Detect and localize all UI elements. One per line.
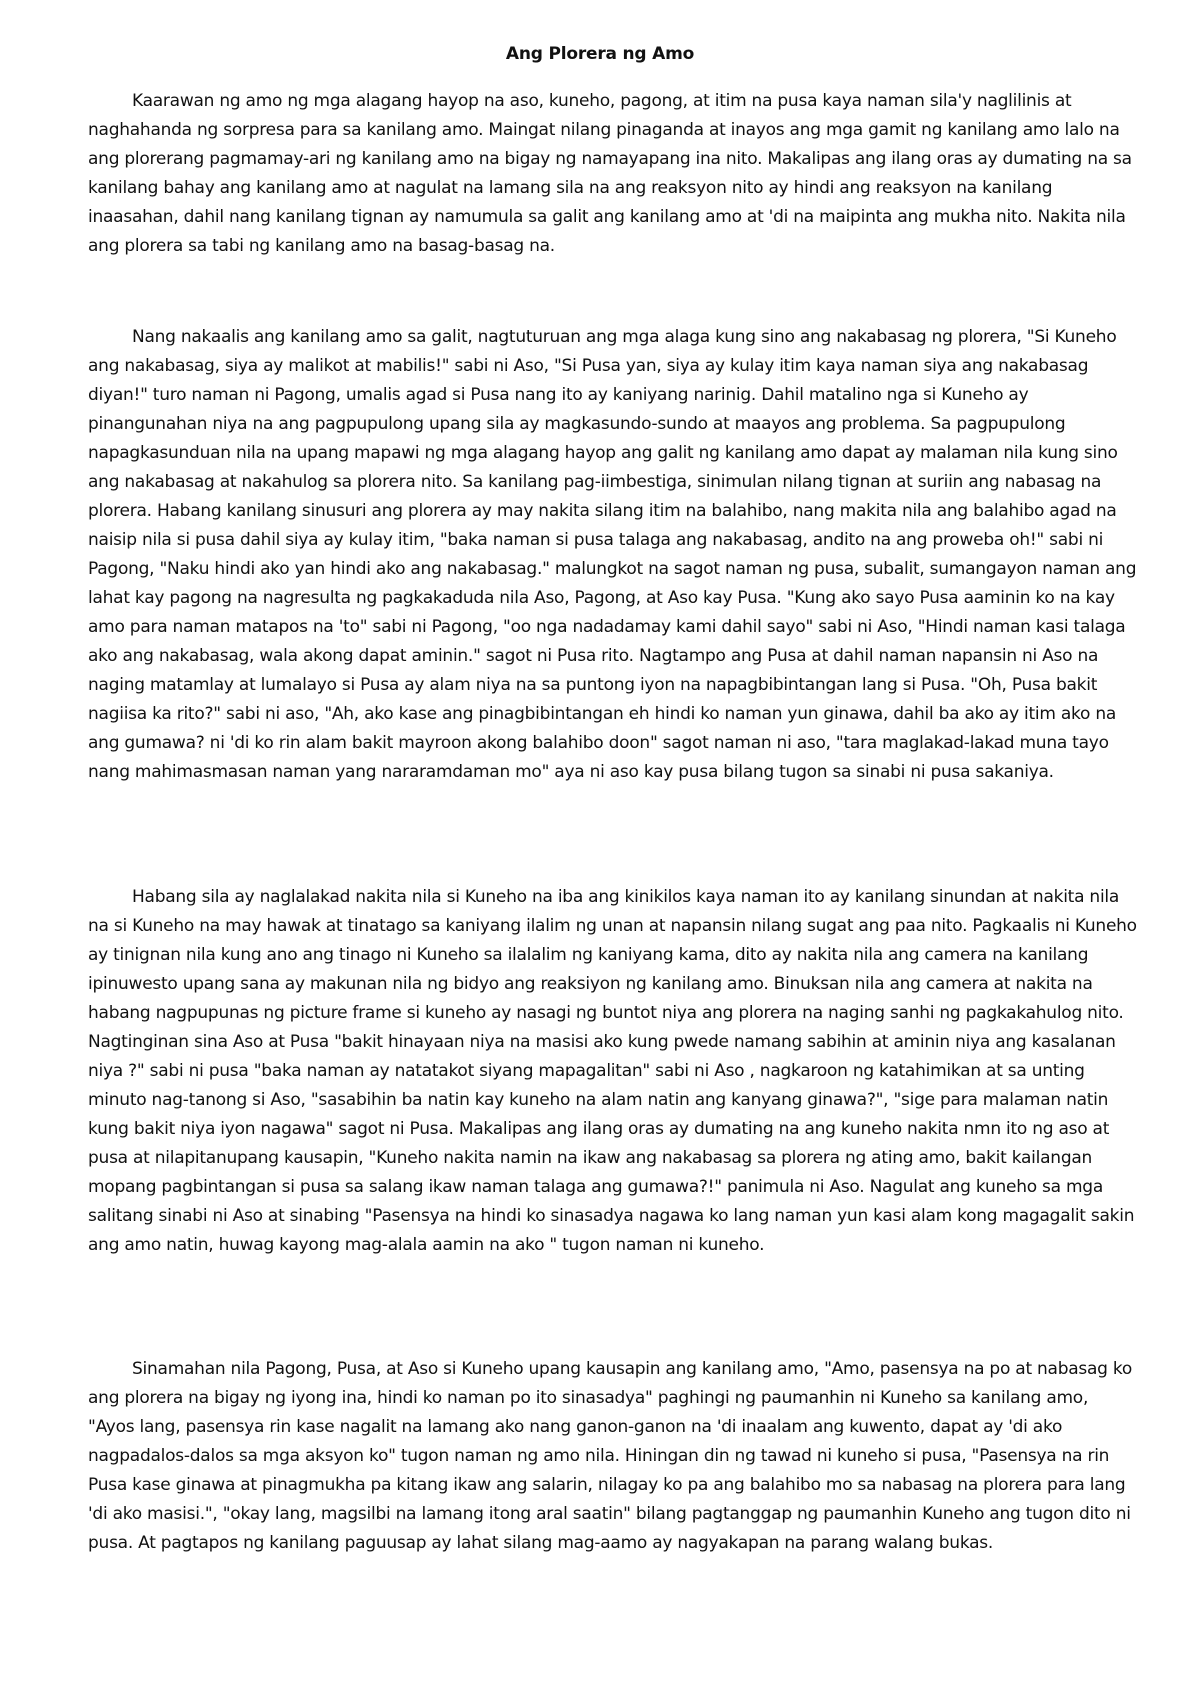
- story-paragraph-3: Habang sila ay naglalakad nakita nila si Kuneho na iba ang kinikilos kaya naman ito ay kanilang sinundan at nakita nila na si Kuneho na may hawak at tinatago sa kaniyang ilalim ng unan at napansin nilang sugat ang paa nito. Pagkaalis ni Kuneho ay tinignan nila kung ano ang tinago ni Kuneho sa ilalalim ng kaniyang kama, dito ay nakita nila ang camera na kanilang ipinuwesto upang sana ay makunan nila ng bidyo ang reaksiyon ng kanilang amo. Binuksan nila ang camera at nakita na habang nagpupunas ng picture frame si kuneho ay nasagi ng buntot niya ang plorera na naging sanhi ng pagkakahulog nito. Nagtinginan sina Aso at Pusa "bakit hinayaan niya na masisi ako kung pwede namang sabihin at aminin niya ang kasalanan niya ?" sabi ni pusa "baka naman ay natatakot siyang mapagalitan" sabi ni Aso , nagkaroon ng katahimikan at sa unting minuto nag-tanong si Aso, "sasabihin ba natin kay kuneho na alam natin ang kanyang ginawa?", "sige para malaman natin kung bakit niya iyon nagawa" sagot ni Pusa. Makalipas ang ilang oras ay dumating na ang kuneho nakita nmn ito ng aso at pusa at nilapitanupang kausapin, "Kuneho nakita namin na ikaw ang nakabasag sa plorera ng ating amo, bakit kailangan mopang pagbintangan si pusa sa salang ikaw naman talaga ang gumawa?!" panimula ni Aso. Nagulat ang kuneho sa mga salitang sinabi ni Aso at sinabing "Pasensya na hindi ko sinasadya nagawa ko lang naman yun kasi alam kong magagalit sakin ang amo natin, huwag kayong mag-alala aamin na ako " tugon naman ni kuneho.: [88, 887, 1137, 1255]
- document-title: Ang Plorera ng Amo: [505, 44, 695, 64]
- story-paragraph-4: Sinamahan nila Pagong, Pusa, at Aso si Kuneho upang kausapin ang kanilang amo, "Amo, pasensya na po at nabasag ko ang plorera na bigay ng iyong ina, hindi ko naman po ito sinasadya" paghingi ng paumanhin ni Kuneho sa kanilang amo, "Ayos lang, pasensya rin kase nagalit na lamang ako nang ganon-ganon na 'di inaalam ang kuwento, dapat ay 'di ako nagpadalos-dalos sa mga aksyon ko" tugon naman ng amo nila. Hiningan din ng tawad ni kuneho si pusa, "Pasensya na rin Pusa kase ginawa at pinagmukha pa kitang ikaw ang salarin, nilagay ko pa ang balahibo mo sa nabasag na plorera para lang 'di ako masisi.", "okay lang, magsilbi na lamang itong aral saatin" bilang pagtanggap ng paumanhin Kuneho ang tugon dito ni pusa. At pagtapos ng kanilang paguusap ay lahat silang mag-aamo ay nagyakapan na parang walang bukas.: [88, 1359, 1133, 1553]
- story-paragraph-1: Kaarawan ng amo ng mga alagang hayop na aso, kuneho, pagong, at itim na pusa kaya naman sila'y naglilinis at naghahanda ng sorpresa para sa kanilang amo. Maingat nilang pinaganda at inayos ang mga gamit ng kanilang amo lalo na ang plorerang pagmamay-ari ng kanilang amo na bigay ng namayapang ina nito. Makalipas ang ilang oras ay dumating na sa kanilang bahay ang kanilang amo at nagulat na lamang sila na ang reaksyon nito ay hindi ang reaksyon na kanilang inaasahan, dahil nang kanilang tignan ay namumula sa galit ang kanilang amo at 'di na maipinta ang mukha nito. Nakita nila ang plorera sa tabi ng kanilang amo na basag-basag na.: [88, 91, 1132, 256]
- story-paragraph-2: Nang nakaalis ang kanilang amo sa galit, nagtuturuan ang mga alaga kung sino ang nakabasag ng plorera, "Si Kuneho ang nakabasag, siya ay malikot at mabilis!" sabi ni Aso, "Si Pusa yan, siya ay kulay itim kaya naman siya ang nakabasag diyan!" turo naman ni Pagong, umalis agad si Pusa nang ito ay kaniyang narinig. Dahil matalino nga si Kuneho ay pinangunahan niya na ang pagpupulong upang sila ay magkasundo-sundo at maayos ang problema. Sa pagpupulong napagkasunduan nila na upang mapawi ng mga alagang hayop ang galit ng kanilang amo dapat ay malaman nila kung sino ang nakabasag at nakahulog sa plorera nito. Sa kanilang pag-iimbestiga, sinimulan nilang tignan at suriin ang nabasag na plorera. Habang kanilang sinusuri ang plorera ay may nakita silang itim na balahibo, nang makita nila ang balahibo agad na naisip nila si pusa dahil siya ay kulay itim, "baka naman si pusa talaga ang nakabasag, andito na ang proweba oh!" sabi ni Pagong, "Naku hindi ako yan hindi ako ang nakabasag." malungkot na sagot naman ng pusa, subalit, sumangayon naman ang lahat kay pagong na nagresulta ng pagkakaduda nila Aso, Pagong, at Aso kay Pusa. "Kung ako sayo Pusa aaminin ko na kay amo para naman matapos na 'to" sabi ni Pagong, "oo nga nadadamay kami dahil sayo" sabi ni Aso, "Hindi naman kasi talaga ako ang nakabasag, wala akong dapat aminin." sagot ni Pusa rito. Nagtampo ang Pusa at dahil naman napansin ni Aso na naging matamlay at lumalayo si Pusa ay alam niya na sa puntong iyon na napagbibintangan lang si Pusa. "Oh, Pusa bakit nagiisa ka rito?" sabi ni aso, "Ah, ako kase ang pinagbibintangan eh hindi ko naman yun ginawa, dahil ba ako ay itim ako na ang gumawa? ni 'di ko rin alam bakit mayroon akong balahibo doon" sagot naman ni aso, "tara maglakad-lakad muna tayo nang mahimasmasan naman yang nararamdaman mo" aya ni aso kay pusa bilang tugon sa sinabi ni pusa sakaniya.: [88, 327, 1137, 782]
